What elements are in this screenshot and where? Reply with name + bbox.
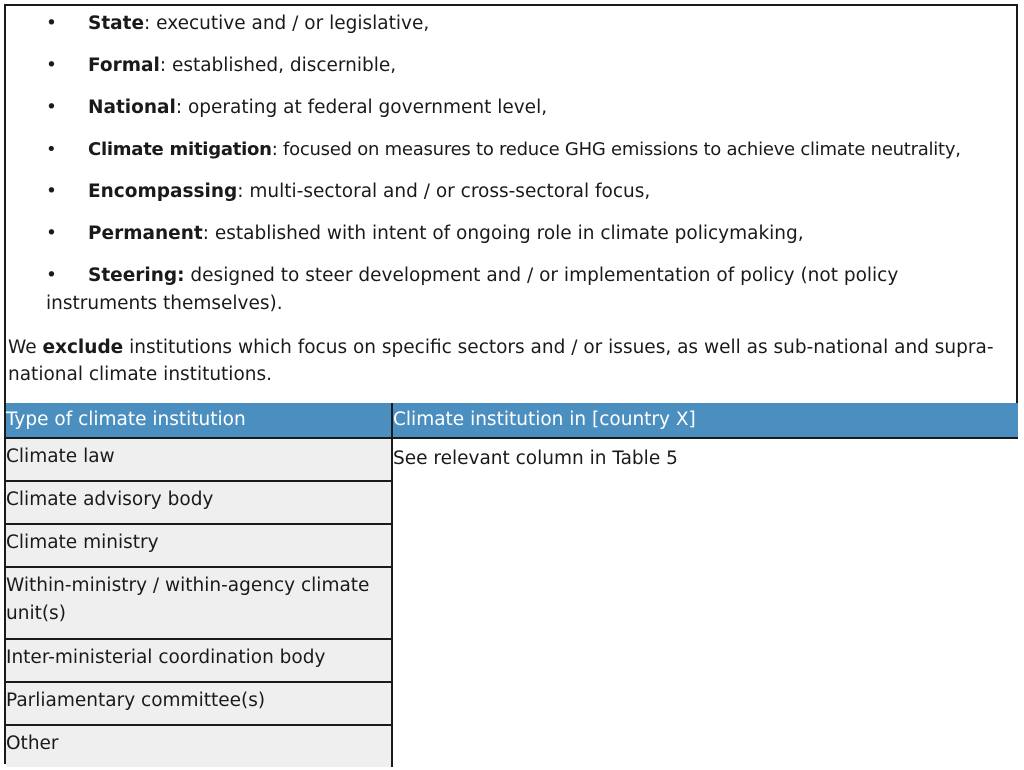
criterion-term: Steering: [88,265,185,286]
document-frame [4,4,1018,764]
criterion-formal [46,52,1008,80]
criterion-term: Formal [88,55,160,76]
criterion-national [46,94,1008,122]
header-country: Climate institution in [country X] [392,403,1018,438]
right-cell [392,438,1018,767]
row-label: Within-ministry / within-agency climate unit(s) [6,575,370,624]
table-row [6,438,1018,481]
criterion-desc: designed to steer development and / or implementation of policy (not policy instruments themselves). [46,265,899,314]
criterion-desc: : focused on measures to reduce GHG emissions to achieve climate neutrality, [271,139,961,160]
bullet-dot: • [46,13,57,34]
row-label: Parliamentary committee(s) [6,690,266,711]
row-parliamentary-committee [6,682,392,725]
criterion-desc: : operating at federal government level, [175,97,548,118]
table-header-row [6,403,1018,438]
criterion-state [46,10,1008,38]
criterion-desc: : executive and / or legislative, [144,13,430,34]
exclusion-bold: exclude [42,337,124,358]
bullet-dot: • [46,55,57,76]
bullet-dot: • [46,97,57,118]
row-other [6,725,392,767]
header-type: Type of climate institution [6,403,392,438]
criterion-term: Climate mitigation [88,139,272,160]
bullet-dot: • [46,181,57,202]
row-climate-law [6,438,392,481]
exclusion-rest: institutions which focus on specific sectors and / or issues, as well as sub-national and supra-national climate institutions. [8,337,994,385]
row-label: Climate law [6,446,115,467]
criterion-term: National [88,97,176,118]
criterion-climate-mitigation [46,136,1016,164]
criterion-permanent [46,220,1008,248]
row-inter-ministerial-body [6,639,392,682]
criterion-term: State [88,13,145,34]
right-cell-text: See relevant column in Table 5 [393,448,678,469]
row-label: Climate ministry [6,532,159,553]
exclusion-prefix: We [8,337,43,358]
criterion-term: Encompassing [88,181,238,202]
bullet-dot: • [46,223,57,244]
bullet-dot: • [46,139,57,160]
criterion-desc: : multi-sectoral and / or cross-sectoral focus, [237,181,651,202]
row-climate-advisory-body [6,481,392,524]
institution-table [6,403,1018,767]
criterion-term: Permanent [88,223,203,244]
row-climate-ministry [6,524,392,567]
criterion-encompassing [46,178,1008,206]
criterion-steering [46,262,936,318]
row-within-ministry-unit [6,567,392,639]
bullet-dot: • [46,265,57,286]
row-label: Climate advisory body [6,489,214,510]
exclusion-paragraph [8,334,1008,388]
criterion-desc: : established with intent of ongoing role in climate policymaking, [202,223,804,244]
criterion-desc: : established, discernible, [159,55,397,76]
row-label: Other [6,733,59,754]
row-label: Inter-ministerial coordination body [6,647,326,668]
